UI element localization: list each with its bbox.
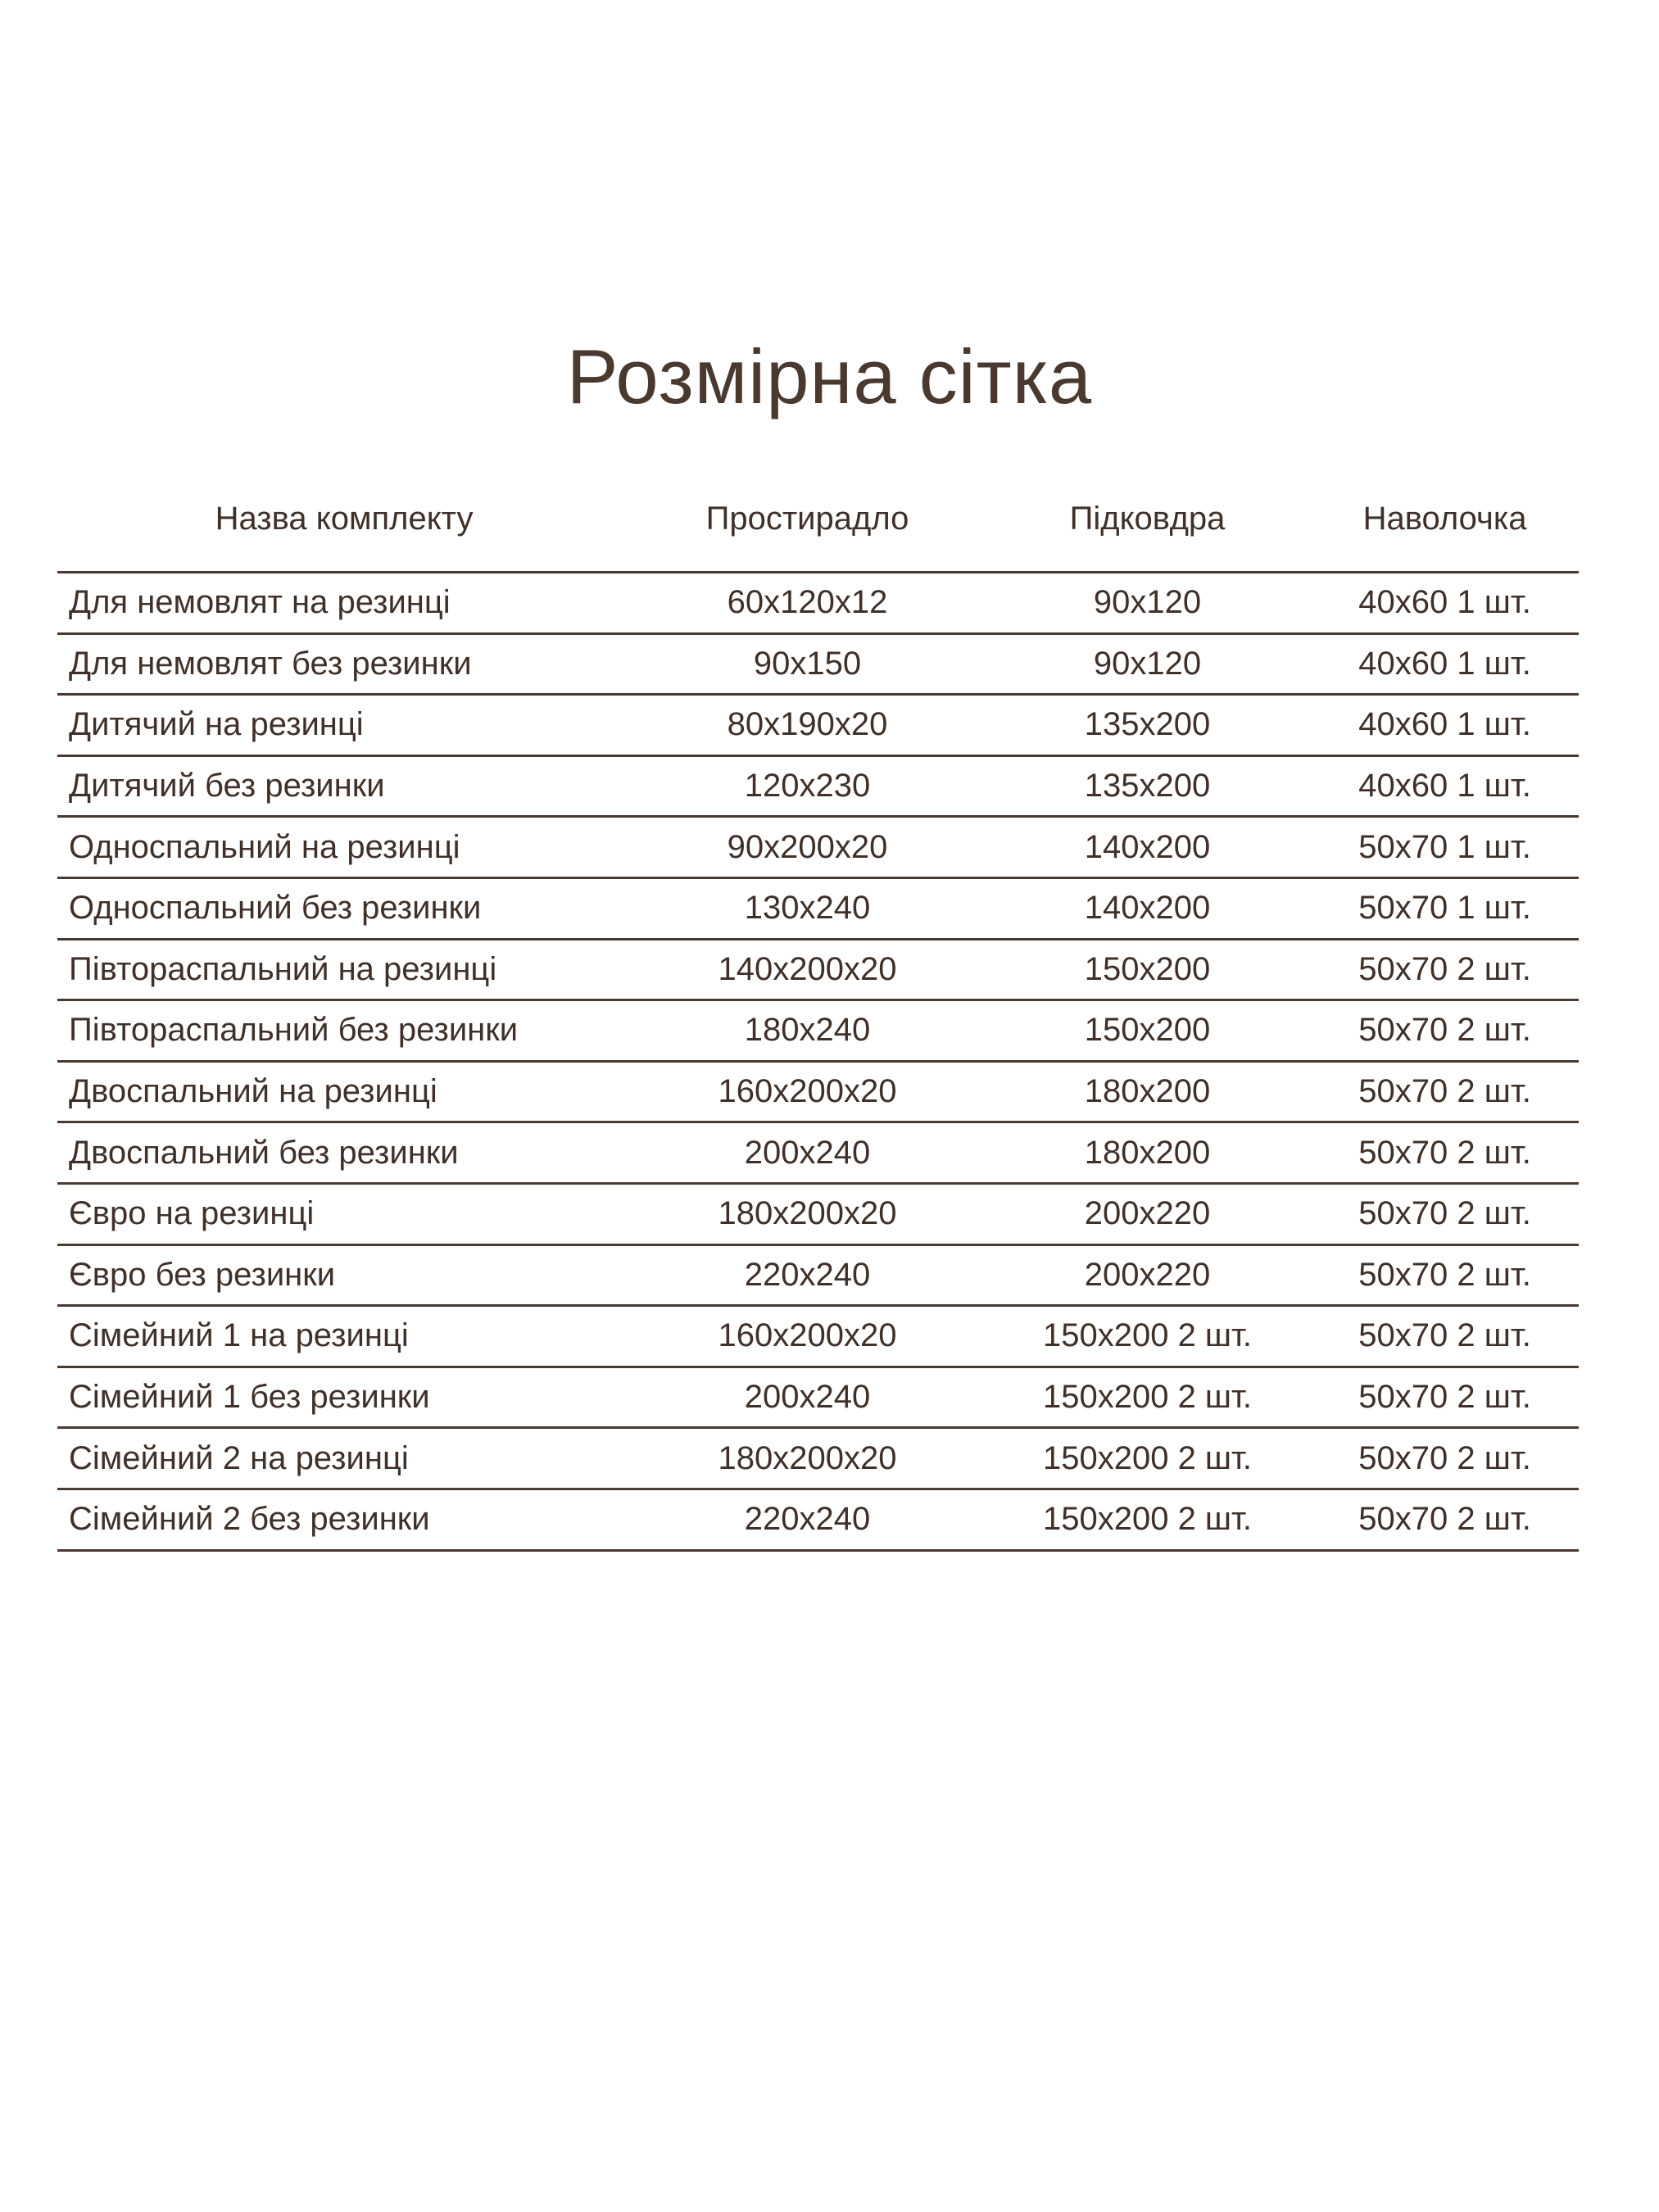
set-name: Односпальний без резинки <box>69 890 482 927</box>
sheet-size: 200х240 <box>744 1134 871 1171</box>
set-name: Півтораспальний без резинки <box>69 1012 519 1049</box>
set-name: Євро на резинці <box>69 1195 315 1232</box>
duvet-cover-size: 150х200 2 шт. <box>1042 1379 1253 1416</box>
table-row <box>57 1182 1579 1244</box>
pillowcase-size: 50х70 2 шт. <box>1358 1379 1531 1416</box>
pillowcase-size: 50х70 2 шт. <box>1358 1012 1531 1049</box>
page-title: Розмірна сітка <box>566 333 1093 419</box>
table-row <box>57 938 1579 999</box>
sheet-size: 180х200х20 <box>718 1439 897 1476</box>
pillowcase-size: 50х70 2 шт. <box>1358 1501 1531 1538</box>
table-row <box>57 1060 1579 1122</box>
sheet-size: 80х190х20 <box>727 706 888 743</box>
table-row <box>57 815 1579 877</box>
pillowcase-size: 50х70 2 шт. <box>1358 1134 1531 1171</box>
table-header-row <box>57 467 1579 571</box>
sheet-size: 220х240 <box>744 1256 871 1293</box>
pillowcase-size: 40х60 1 шт. <box>1358 706 1531 743</box>
set-name: Сімейний 1 на резинці <box>69 1317 409 1354</box>
duvet-cover-size: 200х220 <box>1084 1195 1211 1232</box>
pillowcase-size: 50х70 1 шт. <box>1358 828 1531 865</box>
table-row <box>57 1366 1579 1427</box>
duvet-cover-size: 140х200 <box>1084 890 1211 927</box>
column-header-duvet-cover: Підковдра <box>1069 501 1226 537</box>
size-table <box>57 467 1579 1552</box>
table-row <box>57 1304 1579 1366</box>
pillowcase-size: 50х70 2 шт. <box>1358 1317 1531 1354</box>
pillowcase-size: 40х60 1 шт. <box>1358 645 1531 682</box>
duvet-cover-size: 135х200 <box>1084 768 1211 805</box>
duvet-cover-size: 90х120 <box>1093 645 1202 682</box>
set-name: Євро без резинки <box>69 1256 336 1293</box>
pillowcase-size: 40х60 1 шт. <box>1358 768 1531 805</box>
duvet-cover-size: 140х200 <box>1084 828 1211 865</box>
pillowcase-size: 50х70 2 шт. <box>1358 1439 1531 1476</box>
duvet-cover-size: 150х200 2 шт. <box>1042 1317 1253 1354</box>
sheet-size: 160х200х20 <box>718 1073 897 1110</box>
sheet-size: 160х200х20 <box>718 1317 897 1354</box>
duvet-cover-size: 200х220 <box>1084 1256 1211 1293</box>
set-name: Для немовлят без резинки <box>69 645 472 682</box>
duvet-cover-size: 180х200 <box>1084 1134 1211 1171</box>
table-row <box>57 693 1579 755</box>
set-name: Сімейний 1 без резинки <box>69 1379 430 1416</box>
table-row <box>57 755 1579 816</box>
pillowcase-size: 50х70 1 шт. <box>1358 890 1531 927</box>
set-name: Односпальний на резинці <box>69 828 460 865</box>
duvet-cover-size: 135х200 <box>1084 706 1211 743</box>
sheet-size: 90х150 <box>753 645 862 682</box>
duvet-cover-size: 90х120 <box>1093 584 1202 621</box>
table-row <box>57 1244 1579 1305</box>
sheet-size: 140х200х20 <box>718 950 897 987</box>
table-body <box>57 571 1579 1552</box>
table-row <box>57 999 1579 1060</box>
table-row <box>57 1121 1579 1182</box>
sheet-size: 200х240 <box>744 1379 871 1416</box>
set-name: Дитячий без резинки <box>69 768 385 805</box>
duvet-cover-size: 150х200 2 шт. <box>1042 1439 1253 1476</box>
table-row <box>57 1488 1579 1549</box>
sheet-size: 220х240 <box>744 1501 871 1538</box>
table-row <box>57 632 1579 694</box>
column-header-sheet: Простирадло <box>705 501 909 537</box>
set-name: Півтораспальний на резинці <box>69 950 497 987</box>
duvet-cover-size: 150х200 2 шт. <box>1042 1501 1253 1538</box>
set-name: Сімейний 2 на резинці <box>69 1439 409 1476</box>
pillowcase-size: 50х70 2 шт. <box>1358 1195 1531 1232</box>
sheet-size: 90х200х20 <box>727 828 888 865</box>
sheet-size: 180х240 <box>744 1012 871 1049</box>
duvet-cover-size: 150х200 <box>1084 950 1211 987</box>
duvet-cover-size: 150х200 <box>1084 1012 1211 1049</box>
set-name: Двоспальний на резинці <box>69 1073 437 1110</box>
sheet-size: 60х120х12 <box>727 584 888 621</box>
duvet-cover-size: 180х200 <box>1084 1073 1211 1110</box>
table-row <box>57 571 1579 632</box>
set-name: Дитячий на резинці <box>69 706 364 743</box>
set-name: Сімейний 2 без резинки <box>69 1501 430 1538</box>
sheet-size: 130х240 <box>744 890 871 927</box>
pillowcase-size: 50х70 2 шт. <box>1358 950 1531 987</box>
pillowcase-size: 50х70 2 шт. <box>1358 1256 1531 1293</box>
table-row <box>57 1426 1579 1488</box>
column-header-set-name: Назва комплекту <box>215 501 474 537</box>
sheet-size: 120х230 <box>744 768 871 805</box>
pillowcase-size: 50х70 2 шт. <box>1358 1073 1531 1110</box>
column-header-pillowcase: Наволочка <box>1362 501 1527 537</box>
table-row <box>57 877 1579 938</box>
set-name: Двоспальний без резинки <box>69 1134 459 1171</box>
set-name: Для немовлят на резинці <box>69 584 451 621</box>
pillowcase-size: 40х60 1 шт. <box>1358 584 1531 621</box>
sheet-size: 180х200х20 <box>718 1195 897 1232</box>
